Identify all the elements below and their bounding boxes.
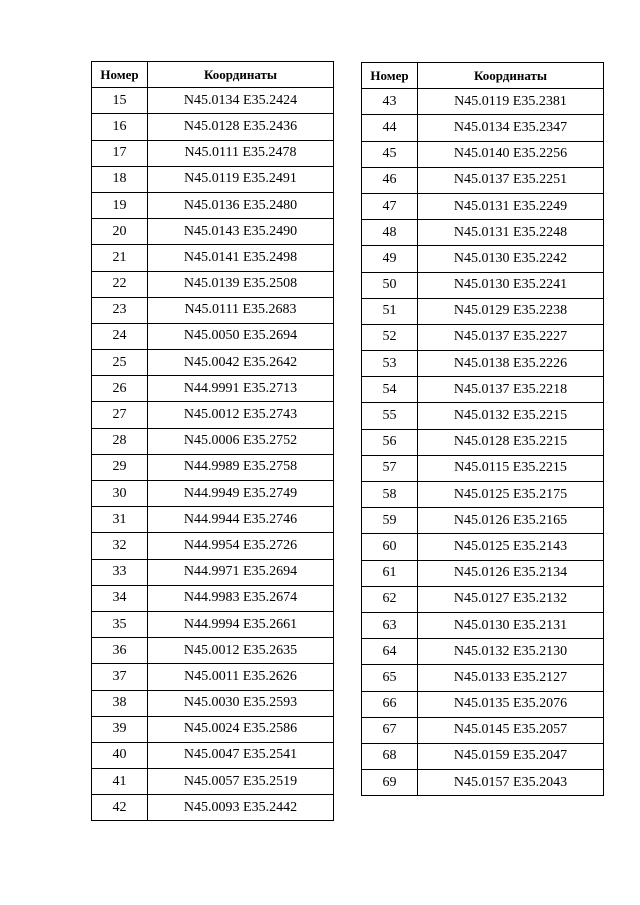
point-coordinates-cell: N45.0129 E35.2238 [418, 298, 604, 324]
point-number-cell: 44 [362, 115, 418, 141]
table-row [362, 429, 604, 455]
table-row [362, 482, 604, 508]
table-row [362, 403, 604, 429]
point-number-cell: 27 [92, 402, 148, 428]
point-number-cell: 24 [92, 323, 148, 349]
point-number-cell: 47 [362, 193, 418, 219]
point-number-cell: 15 [92, 88, 148, 114]
table-row [92, 769, 334, 795]
table-row [362, 508, 604, 534]
point-coordinates-cell: N45.0135 E35.2076 [418, 691, 604, 717]
table-row [92, 323, 334, 349]
table-row [362, 377, 604, 403]
point-number-cell: 64 [362, 639, 418, 665]
point-coordinates-cell: N45.0157 E35.2043 [418, 770, 604, 796]
table-row [362, 193, 604, 219]
point-number-cell: 60 [362, 534, 418, 560]
point-number-cell: 53 [362, 351, 418, 377]
table-row [362, 534, 604, 560]
point-number-cell: 33 [92, 559, 148, 585]
point-coordinates-cell: N45.0030 E35.2593 [148, 690, 334, 716]
table-header-row [362, 63, 604, 89]
table-row [92, 192, 334, 218]
point-number-cell: 43 [362, 89, 418, 115]
point-coordinates-cell: N45.0137 E35.2251 [418, 167, 604, 193]
point-coordinates-cell: N45.0012 E35.2743 [148, 402, 334, 428]
point-coordinates-cell: N45.0130 E35.2242 [418, 246, 604, 272]
point-coordinates-cell: N45.0143 E35.2490 [148, 219, 334, 245]
coordinates-table-right [361, 62, 604, 796]
point-coordinates-cell: N44.9971 E35.2694 [148, 559, 334, 585]
point-number-cell: 28 [92, 428, 148, 454]
point-coordinates-cell: N45.0119 E35.2381 [418, 89, 604, 115]
table-row [92, 245, 334, 271]
point-coordinates-cell: N44.9949 E35.2749 [148, 481, 334, 507]
table-row [92, 481, 334, 507]
table-row [92, 428, 334, 454]
table-row [362, 770, 604, 796]
point-coordinates-cell: N45.0159 E35.2047 [418, 743, 604, 769]
point-coordinates-cell: N45.0006 E35.2752 [148, 428, 334, 454]
table-row [92, 559, 334, 585]
point-coordinates-cell: N45.0136 E35.2480 [148, 192, 334, 218]
table-row [362, 115, 604, 141]
point-coordinates-cell: N45.0115 E35.2215 [418, 455, 604, 481]
point-coordinates-cell: N45.0132 E35.2215 [418, 403, 604, 429]
table-row [362, 89, 604, 115]
point-number-cell: 57 [362, 455, 418, 481]
point-number-cell: 49 [362, 246, 418, 272]
coordinates-column-header: Координаты [418, 63, 604, 89]
table-row [92, 219, 334, 245]
point-coordinates-cell: N45.0057 E35.2519 [148, 769, 334, 795]
point-coordinates-cell: N45.0138 E35.2226 [418, 351, 604, 377]
point-number-cell: 61 [362, 560, 418, 586]
table-row [362, 298, 604, 324]
point-number-cell: 18 [92, 166, 148, 192]
point-coordinates-cell: N45.0137 E35.2218 [418, 377, 604, 403]
table-row [362, 220, 604, 246]
coordinates-column-header: Координаты [148, 62, 334, 88]
point-number-cell: 32 [92, 533, 148, 559]
point-number-cell: 66 [362, 691, 418, 717]
table-row [92, 166, 334, 192]
point-coordinates-cell: N44.9994 E35.2661 [148, 611, 334, 637]
point-coordinates-cell: N45.0125 E35.2143 [418, 534, 604, 560]
point-number-cell: 51 [362, 298, 418, 324]
table-row [92, 716, 334, 742]
point-number-cell: 65 [362, 665, 418, 691]
point-coordinates-cell: N45.0130 E35.2131 [418, 612, 604, 638]
point-number-cell: 40 [92, 742, 148, 768]
table-header-row [92, 62, 334, 88]
point-coordinates-cell: N45.0145 E35.2057 [418, 717, 604, 743]
point-coordinates-cell: N45.0126 E35.2165 [418, 508, 604, 534]
point-coordinates-cell: N44.9989 E35.2758 [148, 454, 334, 480]
point-number-cell: 20 [92, 219, 148, 245]
point-coordinates-cell: N45.0127 E35.2132 [418, 586, 604, 612]
table-row [362, 324, 604, 350]
point-coordinates-cell: N45.0126 E35.2134 [418, 560, 604, 586]
point-coordinates-cell: N45.0137 E35.2227 [418, 324, 604, 350]
point-number-cell: 56 [362, 429, 418, 455]
point-coordinates-cell: N45.0050 E35.2694 [148, 323, 334, 349]
table-row [362, 612, 604, 638]
point-number-cell: 17 [92, 140, 148, 166]
table-row [92, 350, 334, 376]
table-row [362, 639, 604, 665]
table-row [92, 507, 334, 533]
point-coordinates-cell: N45.0139 E35.2508 [148, 271, 334, 297]
point-coordinates-cell: N45.0130 E35.2241 [418, 272, 604, 298]
point-coordinates-cell: N45.0128 E35.2215 [418, 429, 604, 455]
point-number-cell: 26 [92, 376, 148, 402]
point-number-cell: 31 [92, 507, 148, 533]
point-number-cell: 23 [92, 297, 148, 323]
point-coordinates-cell: N45.0131 E35.2248 [418, 220, 604, 246]
point-number-cell: 37 [92, 664, 148, 690]
point-coordinates-cell: N45.0125 E35.2175 [418, 482, 604, 508]
point-coordinates-cell: N45.0133 E35.2127 [418, 665, 604, 691]
table-row [362, 743, 604, 769]
point-coordinates-cell: N45.0111 E35.2478 [148, 140, 334, 166]
table-row [362, 455, 604, 481]
table-row [92, 533, 334, 559]
point-number-cell: 50 [362, 272, 418, 298]
point-coordinates-cell: N45.0140 E35.2256 [418, 141, 604, 167]
point-coordinates-cell: N44.9991 E35.2713 [148, 376, 334, 402]
table-row [92, 664, 334, 690]
table-row [362, 560, 604, 586]
point-number-cell: 68 [362, 743, 418, 769]
table-row [362, 717, 604, 743]
point-coordinates-cell: N45.0134 E35.2347 [418, 115, 604, 141]
point-number-cell: 25 [92, 350, 148, 376]
table-row [92, 376, 334, 402]
table-row [92, 690, 334, 716]
point-number-cell: 58 [362, 482, 418, 508]
point-number-cell: 59 [362, 508, 418, 534]
point-coordinates-cell: N45.0111 E35.2683 [148, 297, 334, 323]
point-number-cell: 55 [362, 403, 418, 429]
table-row [362, 665, 604, 691]
point-coordinates-cell: N45.0011 E35.2626 [148, 664, 334, 690]
table-row [92, 140, 334, 166]
table-row [92, 638, 334, 664]
point-number-cell: 42 [92, 795, 148, 821]
point-number-cell: 35 [92, 611, 148, 637]
point-number-cell: 21 [92, 245, 148, 271]
point-coordinates-cell: N45.0132 E35.2130 [418, 639, 604, 665]
point-coordinates-cell: N45.0012 E35.2635 [148, 638, 334, 664]
table-row [362, 272, 604, 298]
point-coordinates-cell: N44.9954 E35.2726 [148, 533, 334, 559]
table-row [92, 795, 334, 821]
table-row [362, 691, 604, 717]
point-coordinates-cell: N45.0047 E35.2541 [148, 742, 334, 768]
point-coordinates-cell: N45.0042 E35.2642 [148, 350, 334, 376]
point-number-cell: 16 [92, 114, 148, 140]
table-row [92, 454, 334, 480]
point-number-cell: 36 [92, 638, 148, 664]
point-coordinates-cell: N45.0119 E35.2491 [148, 166, 334, 192]
table-row [362, 246, 604, 272]
point-coordinates-cell: N45.0128 E35.2436 [148, 114, 334, 140]
point-number-cell: 38 [92, 690, 148, 716]
table-row [92, 585, 334, 611]
point-number-cell: 63 [362, 612, 418, 638]
table-row [362, 141, 604, 167]
point-number-cell: 62 [362, 586, 418, 612]
table-row [92, 271, 334, 297]
number-column-header: Номер [92, 62, 148, 88]
number-column-header: Номер [362, 63, 418, 89]
point-coordinates-cell: N44.9944 E35.2746 [148, 507, 334, 533]
point-coordinates-cell: N45.0093 E35.2442 [148, 795, 334, 821]
point-number-cell: 45 [362, 141, 418, 167]
point-number-cell: 34 [92, 585, 148, 611]
point-coordinates-cell: N45.0141 E35.2498 [148, 245, 334, 271]
table-row [362, 586, 604, 612]
point-number-cell: 54 [362, 377, 418, 403]
point-number-cell: 41 [92, 769, 148, 795]
point-number-cell: 22 [92, 271, 148, 297]
point-coordinates-cell: N45.0024 E35.2586 [148, 716, 334, 742]
right-table-body [362, 89, 604, 796]
table-row [92, 297, 334, 323]
point-coordinates-cell: N44.9983 E35.2674 [148, 585, 334, 611]
point-number-cell: 39 [92, 716, 148, 742]
table-row [362, 351, 604, 377]
table-row [92, 88, 334, 114]
coordinates-table-left [91, 61, 334, 821]
table-row [92, 402, 334, 428]
point-number-cell: 46 [362, 167, 418, 193]
table-row [92, 742, 334, 768]
table-row [92, 114, 334, 140]
point-number-cell: 52 [362, 324, 418, 350]
point-number-cell: 67 [362, 717, 418, 743]
left-table-body [92, 88, 334, 821]
point-coordinates-cell: N45.0131 E35.2249 [418, 193, 604, 219]
point-number-cell: 69 [362, 770, 418, 796]
point-number-cell: 29 [92, 454, 148, 480]
table-row [362, 167, 604, 193]
table-row [92, 611, 334, 637]
point-number-cell: 48 [362, 220, 418, 246]
point-number-cell: 19 [92, 192, 148, 218]
point-number-cell: 30 [92, 481, 148, 507]
point-coordinates-cell: N45.0134 E35.2424 [148, 88, 334, 114]
